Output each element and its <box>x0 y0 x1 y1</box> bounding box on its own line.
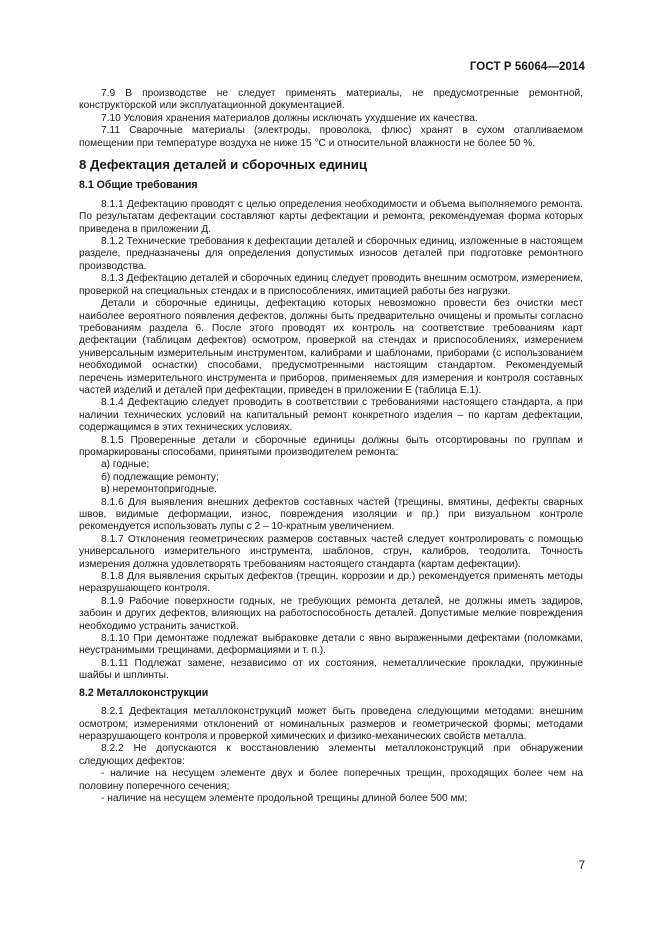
subsection-heading: 8.2 Металлоконструкции <box>79 686 209 699</box>
paragraph: - наличие на несущем элементе продольной трещины длиной более 500 мм; <box>101 792 468 804</box>
paragraph: - наличие на несущем элементе двух и более поперечных трещин, проходящих более чем на половину поперечного сечения; <box>79 768 583 792</box>
paragraph: 7.10 Условия хранения материалов должны исключать ухудшение их качества. <box>101 112 478 124</box>
paragraph: 8.1.3 Дефектацию деталей и сборочных единиц следует проводить внешним осмотром, измерением, проверкой на специальных стендах и в приспособлениях, имитацией работы без нагрузки. <box>79 273 583 297</box>
paragraph: 8.1.11 Подлежат замене, независимо от их состояния, неметаллические прокладки, пружинные шайбы и шплинты. <box>79 657 583 682</box>
paragraph: б) подлежащие ремонту; <box>101 471 219 483</box>
paragraph: в) неремонтопригодные. <box>101 484 217 496</box>
document-code-header: ГОСТ Р 56064—2014 <box>469 61 585 73</box>
paragraph: 8.1.9 Рабочие поверхности годных, не требующих ремонта деталей, не должны иметь задиров, забоин и других дефектов, влияющих на работоспособность деталей. Допустимые мелкие повреждения необходимо устранить зачисткой. <box>79 595 583 632</box>
paragraph: 8.1.4 Дефектацию следует проводить в соответствии с требованиями настоящего стандарта, а при наличии технических условий на капитальный ремонт конкретного изделия – по картам дефектации, содержащимся в этих технических условиях. <box>79 397 583 434</box>
section-heading: 8 Дефектация деталей и сборочных единиц <box>79 157 367 173</box>
paragraph: 8.1.5 Проверенные детали и сборочные единицы должны быть отсортированы по группам и промаркированы способами, принятыми производителем ремонта: <box>79 434 583 458</box>
paragraph: 8.2.1 Дефектация металлоконструкций может быть проведена следующими методами: внешним осмотром; измерениями отклонений от номинальных размеров и геометрической формы; методами неразрушающего контроля и проверкой химических и физико-механических свойств металла. <box>79 706 583 742</box>
paragraph: 8.1.7 Отклонения геометрических размеров составных частей следует контролировать с помощью универсального измерительного инструмента, шаблонов, струн, калибров, теодолита. Точность измерения должна удовлетворять требованиям настоящего стандарта (картам дефектации). <box>79 533 583 570</box>
paragraph: 8.1.10 При демонтаже подлежат выбраковке детали с явно выраженными дефектами (поломками, неустранимыми трещинами, деформациями и т. п.). <box>79 633 583 657</box>
paragraph: 8.1.8 Для выявления скрытых дефектов (трещин, коррозии и др.) рекомендуется применять методы неразрушающего контроля. <box>79 571 583 595</box>
page-number: 7 <box>578 860 585 872</box>
paragraph: 7.9 В производстве не следует применять материалы, не предусмотренные ремонтной, конструкторской или эксплуатационной документацией. <box>79 88 583 112</box>
paragraph: 8.2.2 Не допускаются к восстановлению элементы металлоконструкций при обнаружении следующих дефектов: <box>79 743 583 767</box>
paragraph: Детали и сборочные единицы, дефектацию которых невозможно провести без очистки мест наиболее вероятного появления дефектов, должны быть предварительно очищены и промыты согласно требованиям раздела 6. После этого проводят их контроль на соответствие требованиям карт дефектации (таблицам дефектов) осмотром, проверкой на стендах и приспособлениях, измерением универсальным измерительным инструментом, калибрами и шаблонами, приборами (с использованием необходимой оснастки) способами, предусмотренными настоящим стандартом. Рекомендуемый перечень измерительного инструмента и приборов, применяемых для измерения и контроля составных частей изделий и деталей при дефектации, приведен в приложении Е (таблица Е.1). <box>79 298 583 396</box>
paragraph: 7.11 Сварочные материалы (электроды, проволока, флюс) хранят в сухом отапливаемом помещении при температуре воздуха не ниже 15 °С и относительной влажности не более 50 %. <box>79 125 583 149</box>
paragraph: 8.1.2 Технические требования к дефектации деталей и сборочных единиц, изложенные в настоящем разделе, предназначены для определения допустимых износов деталей при подготовке ремонтного производства. <box>79 236 583 272</box>
document-body <box>79 88 583 805</box>
subsection-heading: 8.1 Общие требования <box>79 179 198 192</box>
paragraph: 8.1.1 Дефектацию проводят с целью определения необходимости и объема выполняемого ремонта. По результатам дефектации составляют карты дефектации и ремонта, рекомендуемая форма которых приведена в приложении Д. <box>79 198 583 235</box>
paragraph: а) годные; <box>101 459 150 471</box>
paragraph: 8.1.6 Для выявления внешних дефектов составных частей (трещины, вмятины, дефекты сварных швов, видимые деформации, износ, повреждения изоляции и пр.) при визуальном контроле рекомендуется использовать лупы с 2 – 10-кратным увеличением. <box>79 496 583 533</box>
